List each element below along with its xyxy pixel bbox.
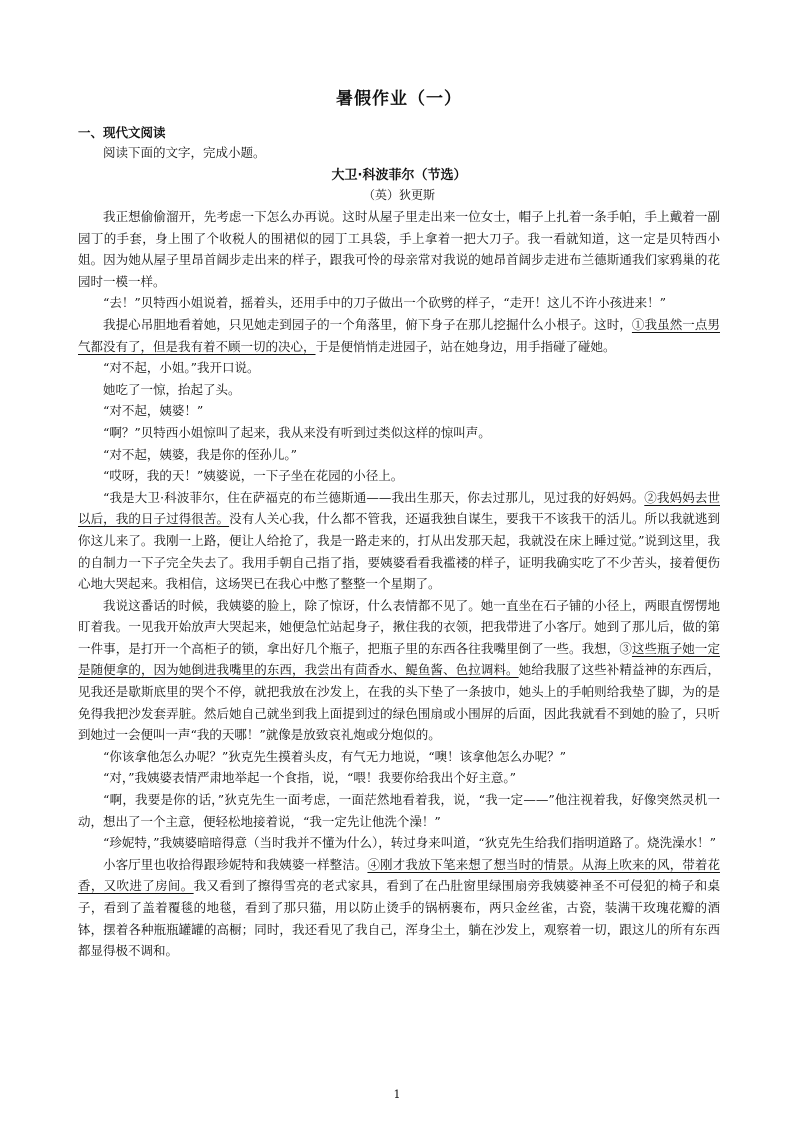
paragraph-10-text-b: 没有人关心我，什么都不管我，还逼我独自谋生，要我干不该我干的活儿。所以我就逃到你这儿来了。我刚一上路，便让人给抢了，我是一路走来的，打从出发那天起，我就没在床上睡过觉。”说到这里，我的自制力一下子完全失去了。我用手朝自己指了指，要姨婆看看我褴褛的样子，证明我确实吃了不少苦头，接着便伤心地大哭起来。我相信，这场哭已在我心中憋了整整一个星期了。 xyxy=(78,511,720,592)
paragraph-10-text-a: “我是大卫·科波菲尔，住在萨福克的布兰德斯通——我出生那天，你去过那儿，见过我的好妈妈。 xyxy=(103,489,645,505)
paragraph-15: “珍妮特，”我姨婆暗暗得意（当时我并不懂为什么），转过身来叫道，“狄克先生给我们指明道路了。烧洗澡水！” xyxy=(103,835,717,851)
paragraph-14: “啊，我要是你的话，”狄克先生一面考虑，一面茫然地看着我，说，“我一定——”他注视着我，好像突然灵机一动，想出了一个主意，便轻松地接着说，“我一定先让他洗个澡！” xyxy=(78,792,720,829)
underlined-sentence-1: ①我虽然一点男气都没有了，但是我有着不顾一切的决心， xyxy=(78,316,720,354)
paragraph-9: “哎呀，我的天！”姨婆说，一下子坐在花园的小径上。 xyxy=(103,468,404,484)
paragraph-16-text-b: 我又看到了擦得雪亮的老式家具，看到了在凸肚窗里绿围扇旁我姨婆神圣不可侵犯的椅子和桌子，看到了盖着覆毯的地毯，看到了那只猫，用以防止烫手的锅柄裹布，两只金丝雀，古瓷，装满干玫瑰花瓣的酒钵，摆着各种瓶瓶罐罐的高橱；同时，我还看见了我自己，浑身尘土，躺在沙发上，观察着一切，跟这儿的所有东西都显得极不调和。 xyxy=(78,878,720,959)
paragraph-3-text-b: 于是便悄悄走进园子，站在她身边，用手指碰了碰她。 xyxy=(315,338,616,354)
article-title: 大卫·科波菲尔（节选） xyxy=(331,168,467,183)
section-heading: 一、现代文阅读 xyxy=(78,125,166,140)
paragraph-10 xyxy=(78,487,720,595)
paragraph-5: 她吃了一惊，抬起了头。 xyxy=(103,381,241,397)
paragraph-11-text-b: 她给我服了这些补精益神的东西后，见我还是歇斯底里的哭个不停，就把我放在沙发上，在我的头下垫了一条披巾，她头上的手帕则给我垫了脚，为的是免得我把沙发套弄脏。然后她自己就坐到我上面提到过的绿色围扇或小围屏的后面，因此我就看不到她的脸了，只听到她过一会便叫一声“我的天哪！”就像是放致哀礼炮或分炮似的。 xyxy=(78,662,720,743)
instruction-text: 阅读下面的文字，完成小题。 xyxy=(103,145,266,160)
underlined-sentence-4: ④刚才我放下笔来想了想当时的情景。从海上吹来的风，带着花香，又吹进了房间。 xyxy=(78,856,720,894)
underlined-sentence-2: ②我妈妈去世以后，我的日子过得很苦。 xyxy=(78,489,720,527)
paragraph-4: “对不起，小姐。”我开口说。 xyxy=(103,360,260,376)
article-author: （英）狄更斯 xyxy=(362,188,435,202)
paragraph-7: “啊？”贝特西小姐惊叫了起来，我从来没有听到过类似这样的惊叫声。 xyxy=(103,424,491,440)
paragraph-1: 我正想偷偷溜开，先考虑一下怎么办再说。这时从屋子里走出来一位女士，帽子上扎着一条手帕，手上戴着一副园丁的手套，身上围了个收税人的围裙似的园丁工具袋，手上拿着一把大刀子。我一看就知道，这一定是贝特西小姐。因为她从屋子里昂首阔步走出来的样子，跟我可怜的母亲常对我说的她昂首阔步走进布兰德斯通我们家鸦巢的花园时一模一样。 xyxy=(78,209,720,289)
paragraph-2: “去！”贝特西小姐说着，摇着头，还用手中的刀子做出一个砍劈的样子，“走开！这儿不许小孩进来！” xyxy=(103,295,667,311)
paragraph-16 xyxy=(78,854,720,962)
document-page xyxy=(78,84,720,962)
paragraph-12: “你该拿他怎么办呢？”狄克先生摸着头皮，有气无力地说，“噢！该拿他怎么办呢？” xyxy=(103,748,567,764)
paragraph-8: “对不起，姨婆，我是你的侄孙儿。” xyxy=(103,446,298,462)
paragraph-6: “对不起，姨婆！” xyxy=(103,403,204,419)
page-number: 1 xyxy=(393,1088,401,1101)
paragraph-16-text-a: 小客厅里也收拾得跟珍妮特和我姨婆一样整洁。 xyxy=(103,856,368,872)
underlined-sentence-3: 这些瓶子她一定是随便拿的，因为她倒进我嘴里的东西，我尝出有茴香水、鳀鱼酱、色拉调料。 xyxy=(78,640,720,678)
paragraph-13: “对，”我姨婆表情严肃地举起一个食指，说，“喂！我要你给我出个好主意。” xyxy=(103,770,517,786)
document-title: 暑假作业（一） xyxy=(336,89,462,109)
paragraph-11 xyxy=(78,595,720,746)
paragraph-11-text-a: 我说这番话的时候，我姨婆的脸上，除了惊讶，什么表情都不见了。她一直坐在石子铺的小径上，两眼直愣愣地盯着我。一见我开始放声大哭起来，她便急忙站起身子，揪住我的衣领，把我带进了小客厅。她到了那儿后，做的第一件事，是打开一个高柜子的锁，拿出好几个瓶子，把瓶子里的东西各往我嘴里倒了一些。我想，③ xyxy=(78,597,720,656)
paragraph-3-text-a: 我提心吊胆地看着她，只见她走到园子的一个角落里，俯下身子在那儿挖掘什么小根子。这时， xyxy=(103,316,632,332)
paragraph-3 xyxy=(78,314,720,357)
